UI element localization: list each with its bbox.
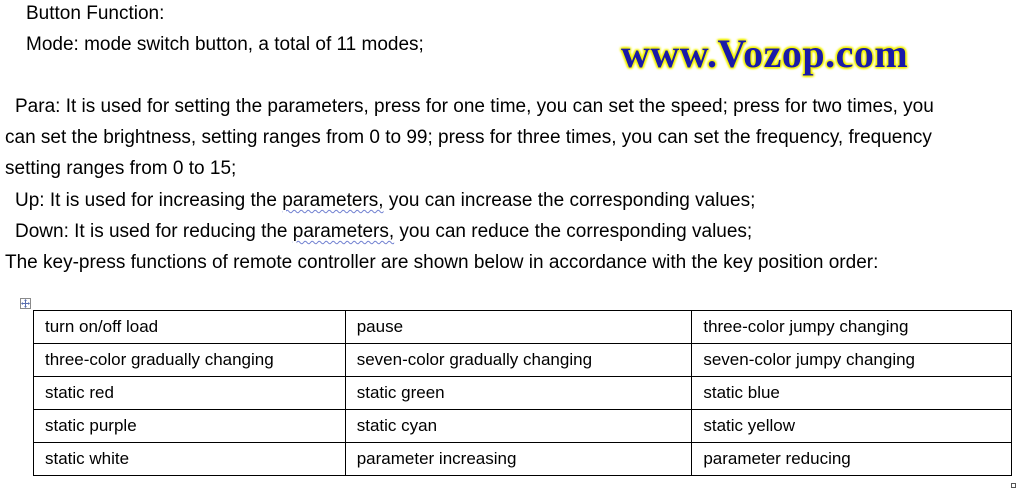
- key-function-table: [33, 310, 1012, 476]
- table-cell: static yellow: [692, 410, 1012, 443]
- para-description-line-1: Para: It is used for setting the parameters, press for one time, you can set the speed; press for two times, you: [15, 96, 934, 117]
- table-cell: seven-color jumpy changing: [692, 344, 1012, 377]
- table-row: [34, 443, 1012, 476]
- table-cell: static red: [34, 377, 346, 410]
- table-cell: static purple: [34, 410, 346, 443]
- up-description-end: you can increase the corresponding values;: [383, 190, 756, 211]
- keys-intro: The key-press functions of remote controller are shown below in accordance with the key position order:: [5, 252, 879, 273]
- spelling-squiggle: parameters,: [282, 190, 384, 211]
- table-cell: turn on/off load: [34, 311, 346, 344]
- move-icon[interactable]: [20, 298, 31, 309]
- table-cell: three-color jumpy changing: [692, 311, 1012, 344]
- para-description-line-3: setting ranges from 0 to 15;: [5, 158, 237, 179]
- up-description: [15, 190, 755, 212]
- table-cell: parameter reducing: [692, 443, 1012, 476]
- up-description-start: Up: It is used for increasing the: [15, 190, 283, 211]
- table-row: [34, 410, 1012, 443]
- table-row: [34, 311, 1012, 344]
- table-row: [34, 377, 1012, 410]
- heading-button-function: Button Function:: [26, 3, 165, 24]
- watermark-text: www.Vozop.com: [621, 31, 909, 76]
- table-cell: pause: [345, 311, 692, 344]
- down-description-end: you can reduce the corresponding values;: [394, 221, 753, 242]
- table-cell: static cyan: [345, 410, 692, 443]
- down-description-start: Down: It is used for reducing the: [15, 221, 293, 242]
- table-cell: static white: [34, 443, 346, 476]
- resize-handle-icon[interactable]: [1011, 483, 1016, 488]
- down-description: [15, 221, 752, 243]
- table-cell: static blue: [692, 377, 1012, 410]
- table-cell: seven-color gradually changing: [345, 344, 692, 377]
- spelling-squiggle: parameters,: [292, 221, 395, 242]
- table-row: [34, 344, 1012, 377]
- para-description-line-2: can set the brightness, setting ranges from 0 to 99; press for three times, you can set the frequency, frequency: [5, 127, 932, 148]
- table-cell: parameter increasing: [345, 443, 692, 476]
- table-cell: static green: [345, 377, 692, 410]
- table-cell: three-color gradually changing: [34, 344, 346, 377]
- mode-description: Mode: mode switch button, a total of 11 modes;: [26, 34, 424, 55]
